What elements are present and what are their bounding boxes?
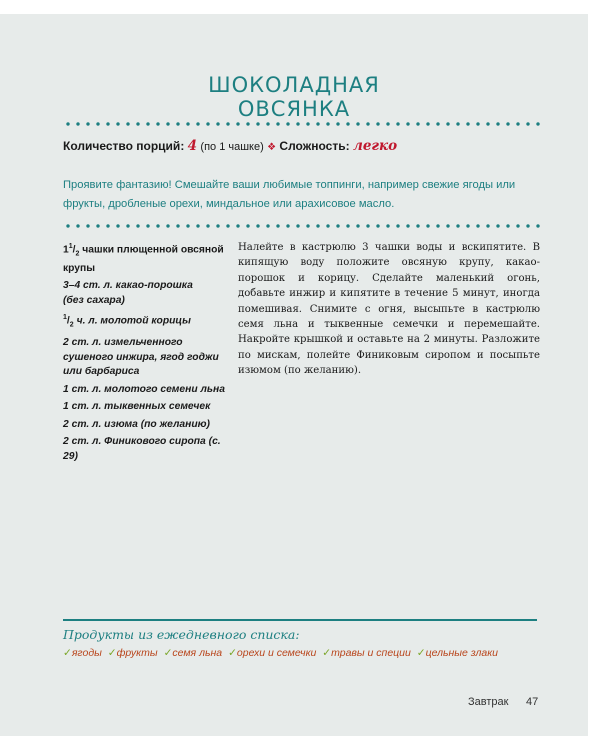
daily-item: фрукты bbox=[116, 647, 158, 659]
check-icon: ✓ bbox=[163, 647, 173, 659]
daily-item: травы и специи bbox=[331, 647, 411, 659]
dotted-divider-top bbox=[63, 122, 541, 126]
page-title bbox=[0, 73, 588, 121]
daily-item: орехи и семечки bbox=[236, 647, 317, 659]
difficulty-value: легко bbox=[352, 138, 398, 154]
daily-list-title: Продукты из ежедневного списка: bbox=[63, 627, 300, 642]
ingredient-item: 2 ст. л. изюма (по желанию) bbox=[63, 418, 210, 430]
servings-value: 4 bbox=[187, 138, 198, 154]
ingredient-item: 2 ст. л. измельченного сушеного инжира, ягод годжи или барбариса bbox=[63, 337, 219, 378]
ingredient-item: $^1/_2$ ч. л. молотой корицы bbox=[63, 314, 191, 329]
check-icon: ✓ bbox=[107, 647, 117, 659]
diamond-icon: ❖ bbox=[267, 142, 277, 153]
daily-list-items bbox=[63, 647, 543, 659]
ingredient-item: 3–4 ст. л. какао-порошка (без сахара) bbox=[63, 280, 193, 306]
servings-note: (по 1 чашке) bbox=[200, 141, 264, 153]
difficulty-label: Сложность bbox=[279, 139, 346, 153]
ingredient-item: 1 ст. л. молотого семени льна bbox=[63, 383, 225, 395]
ingredient-item: $1^1/_2$ чашки плющенной овсяной крупы bbox=[63, 243, 224, 274]
daily-item: цельные злаки bbox=[425, 647, 499, 659]
footer-section-name: Завтрак bbox=[468, 696, 509, 708]
page-number: 47 bbox=[526, 696, 539, 708]
daily-item: ягоды bbox=[71, 647, 102, 659]
daily-item: семя льна bbox=[172, 647, 223, 659]
title-line-2: ОВСЯНКА bbox=[237, 97, 351, 121]
ingredient-item: 1 ст. л. тыквенных семечек bbox=[63, 401, 211, 413]
check-icon: ✓ bbox=[63, 647, 72, 659]
check-icon: ✓ bbox=[228, 647, 237, 659]
intro-text: Проявите фантазию! Смешайте ваши любимые топпинги, например свежие ягоды или фрукты, дробленые орехи, миндальное или арахисовое масло. bbox=[63, 179, 516, 210]
ingredients-list bbox=[63, 240, 231, 467]
check-icon: ✓ bbox=[322, 647, 332, 659]
title-line-1: ШОКОЛАДНАЯ bbox=[208, 73, 380, 97]
recipe-page bbox=[0, 14, 588, 736]
ingredient-item: 2 ст. л. Финикового сиропа (с. 29) bbox=[63, 436, 221, 462]
check-icon: ✓ bbox=[416, 647, 426, 659]
method-text: Налейте в кастрюлю 3 чашки воды и вскипятите. В кипящую воду положите овсяную крупу, какао-порошок и корицу. Сделайте маленький огонь, добавьте инжир и кипятите в течение 5 минут, иногда помешивая. Снимите с огня, высыпьте в кастрюлю семя льна и тыквенные семечки и перемешайте. Накройте крышкой и оставьте на 2 минуты. Разложите по мискам, полейте Финиковым сиропом и посыпьте изюмом (по желанию). bbox=[238, 242, 540, 377]
daily-list-rule bbox=[63, 619, 537, 621]
servings-label: Количество порций bbox=[63, 139, 181, 153]
dotted-divider-bottom bbox=[63, 224, 541, 228]
recipe-meta: Количество порций: 4 (по 1 чашке) ❖ Сложность: легко bbox=[63, 138, 398, 154]
